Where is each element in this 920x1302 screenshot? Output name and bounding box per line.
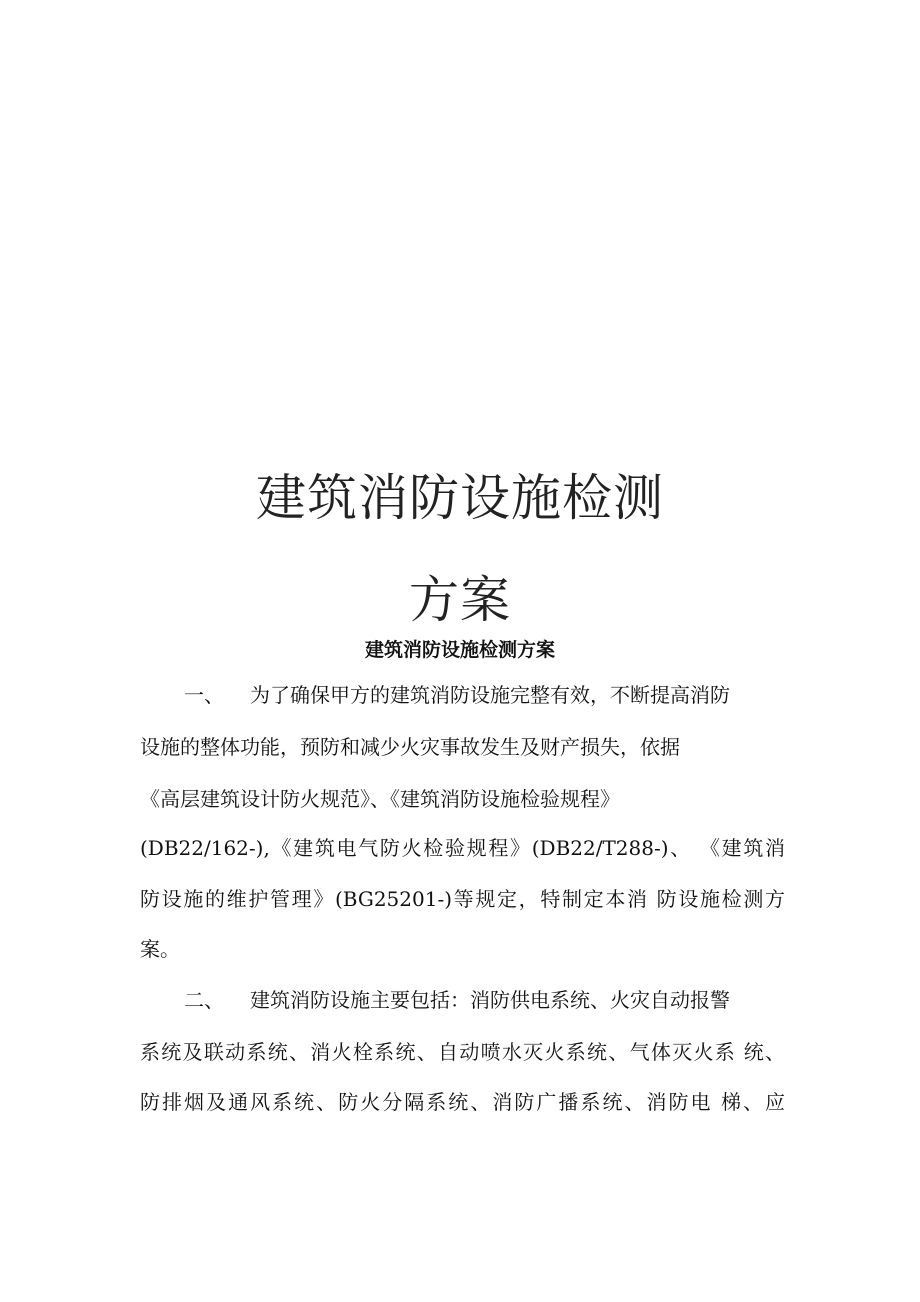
section-2-text-1: 建筑消防设施主要包括：消防供电系统、火灾自动报警	[250, 988, 730, 1012]
section-2-number: 二、	[184, 988, 224, 1012]
section-2-line-2: 系统及联动系统、消火栓系统、自动喷水灭火系统、气体灭火系 统、	[140, 1040, 785, 1064]
section-1-line-1	[140, 680, 785, 710]
section-1-line-2: 设施的整体功能，预防和减少火灾事故发生及财产损失，依据	[140, 735, 680, 759]
document-title-line-2: 方案	[409, 571, 511, 629]
section-2-line-3: 防排烟及通风系统、防火分隔系统、消防广播系统、消防电 梯、应	[140, 1090, 785, 1114]
section-1-text-1: 为了确保甲方的建筑消防设施完整有效，不断提高消防	[250, 683, 730, 707]
section-1-number: 一、	[184, 683, 224, 707]
section-1-line-5: 防设施的维护管理》(BG25201-)等规定，特制定本消 防设施检测方	[140, 887, 785, 911]
section-2-line-1	[140, 985, 785, 1015]
section-1-line-4: (DB22/162-),《建筑电气防火检验规程》(DB22/T288-)、 《建筑消	[140, 836, 785, 860]
section-1-line-6: 案。	[140, 937, 180, 961]
document-subtitle: 建筑消防设施检测方案	[364, 639, 555, 661]
document-title-line-1: 建筑消防设施检测	[256, 469, 664, 527]
section-1-line-3: 《高层建筑设计防火规范》、《建筑消防设施检验规程》	[140, 787, 620, 811]
